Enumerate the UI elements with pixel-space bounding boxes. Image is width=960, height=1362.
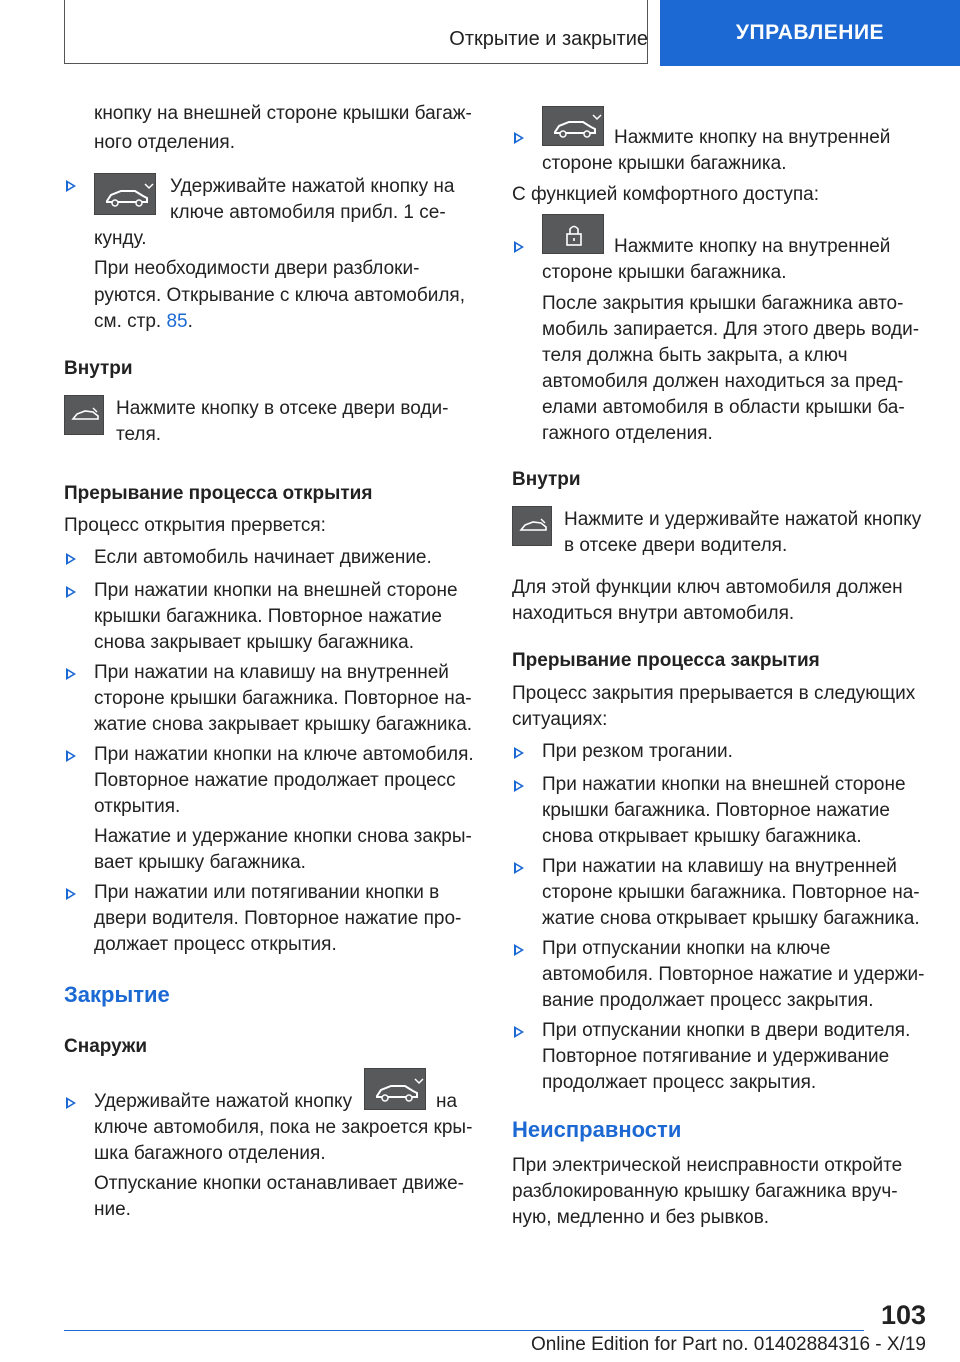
- bullet-triangle-icon: [66, 888, 76, 900]
- text-line: на: [436, 1091, 458, 1112]
- text-line: Процесс закрытия прерывается в следующих: [512, 683, 916, 704]
- text-line: гажного отделения.: [542, 423, 713, 444]
- text-line: мобиль запирается. Для этого дверь води-: [542, 319, 920, 340]
- bullet-triangle-icon: [514, 780, 524, 792]
- text-line: Нажатие и удержание кнопки снова закры-: [94, 826, 472, 847]
- tailgate-button-icon: [542, 106, 604, 146]
- page-number: 103: [880, 1300, 926, 1330]
- text-line: Нажмите и удерживайте нажатой кнопку: [564, 509, 922, 530]
- text-line: должает процесс открытия.: [94, 934, 337, 955]
- text-line: кунду.: [94, 228, 147, 249]
- text-line: ную, медленно и без рывков.: [512, 1207, 770, 1228]
- text-line: стороне крышки багажника.: [542, 262, 787, 283]
- text-line: продолжает процесс закрытия.: [542, 1072, 817, 1093]
- text-line: стороне крышки багажника. Повторное на-: [542, 882, 920, 903]
- text-line: Удерживайте нажатой кнопку на: [170, 176, 455, 197]
- text-line: Нажмите кнопку на внутренней: [614, 127, 891, 148]
- text-line: находиться внутри автомобиля.: [512, 603, 795, 624]
- text-line: крышки багажника. Повторное нажатие: [94, 606, 442, 627]
- door-trunk-button-icon: [512, 506, 552, 546]
- list-item: При нажатии или потягивании кнопки в: [94, 882, 440, 903]
- bullet-triangle-icon: [66, 553, 76, 565]
- list-item: Если автомобиль начинает движение.: [94, 547, 432, 568]
- section-heading-closing: Закрытие: [64, 982, 170, 1007]
- text-line: теля должна быть закрыта, а ключ: [542, 345, 848, 366]
- text-line: елами автомобиля в области крышки ба-: [542, 397, 905, 418]
- list-item: При нажатии на клавишу на внутренней: [542, 856, 897, 877]
- text-line: Повторное потягивание и удерживание: [542, 1046, 890, 1067]
- list-item: При нажатии кнопки на внешней стороне: [542, 774, 906, 795]
- subheading-inside: Внутри: [512, 469, 581, 490]
- subheading-outside: Снаружи: [64, 1036, 148, 1057]
- subheading-interrupt-closing: Прерывание процесса закрытия: [512, 650, 820, 671]
- bullet-triangle-icon: [66, 668, 76, 680]
- bullet-triangle-icon: [66, 1097, 76, 1109]
- text-line: автомобиля должен находиться за пред-: [542, 371, 904, 392]
- text-line: разблокированную крышку багажника вруч-: [512, 1181, 898, 1202]
- text-line: теля.: [116, 424, 162, 445]
- bullet-triangle-icon: [514, 132, 524, 144]
- section-heading-faults: Неисправности: [512, 1117, 682, 1142]
- text-line: шка багажного отделения.: [94, 1143, 326, 1164]
- footer-divider: [64, 1330, 864, 1331]
- text-line: вает крышку багажника.: [94, 852, 306, 873]
- text-line: После закрытия крышки багажника авто-: [542, 293, 904, 314]
- chapter-tab[interactable]: УПРАВЛЕНИЕ: [660, 0, 960, 66]
- text-line: см. стр. 85.: [94, 311, 193, 332]
- text-line: снова открывает крышку багажника.: [542, 826, 862, 847]
- key-trunk-button-icon: [94, 173, 156, 215]
- text-line: Процесс открытия прервется:: [64, 515, 326, 536]
- subheading-inside: Внутри: [64, 358, 133, 379]
- bullet-triangle-icon: [514, 944, 524, 956]
- list-item: При нажатии кнопки на ключе автомобиля.: [94, 744, 474, 765]
- bullet-triangle-icon: [514, 862, 524, 874]
- text-line: кнопку на внешней стороне крышки багаж-: [94, 103, 472, 124]
- text-line: Нажмите кнопку на внутренней: [614, 236, 891, 257]
- text-line: При необходимости двери разблоки-: [94, 258, 420, 279]
- text-line: Повторное нажатие продолжает процесс: [94, 770, 456, 791]
- text-line: в отсеке двери водителя.: [564, 535, 788, 556]
- text-line: стороне крышки багажника. Повторное на-: [94, 688, 472, 709]
- bullet-triangle-icon: [514, 747, 524, 759]
- text-line: ключе автомобиля, пока не закроется кры-: [94, 1117, 473, 1138]
- text-line: автомобиля. Повторное нажатие и удержи-: [542, 964, 925, 985]
- text-line: Нажмите кнопку в отсеке двери води-: [116, 398, 449, 419]
- list-item: При отпускании кнопки на ключе: [542, 938, 831, 959]
- list-item: При резком трогании.: [542, 741, 733, 762]
- list-item: При отпускании кнопки в двери водителя.: [542, 1020, 911, 1041]
- bullet-triangle-icon: [66, 586, 76, 598]
- bullet-triangle-icon: [514, 1026, 524, 1038]
- text-line: При электрической неисправности откройте: [512, 1155, 903, 1176]
- text-line: Отпускание кнопки останавливает движе-: [94, 1173, 464, 1194]
- text-line: открытия.: [94, 796, 181, 817]
- text-line: стороне крышки багажника.: [542, 153, 787, 174]
- lock-button-icon: [542, 214, 604, 254]
- key-trunk-button-icon: [364, 1068, 426, 1110]
- bullet-triangle-icon: [66, 750, 76, 762]
- text-line: жатие снова открывает крышку багажника.: [542, 908, 920, 929]
- text-line: Для этой функции ключ автомобиля должен: [512, 577, 903, 598]
- subheading-interrupt-opening: Прерывание процесса открытия: [64, 483, 373, 504]
- text-line: руются. Открывание с ключа автомобиля,: [94, 285, 465, 306]
- text-line: ситуациях:: [512, 709, 608, 730]
- list-item: Удерживайте нажатой кнопку: [94, 1091, 353, 1112]
- text-line: ного отделения.: [94, 132, 235, 153]
- door-trunk-button-icon: [64, 395, 104, 435]
- text-line: снова закрывает крышку багажника.: [94, 632, 415, 653]
- text-line: крышки багажника. Повторное нажатие: [542, 800, 890, 821]
- text-line: С функцией комфортного доступа:: [512, 184, 820, 205]
- list-item: При нажатии на клавишу на внутренней: [94, 662, 449, 683]
- text-line: двери водителя. Повторное нажатие про-: [94, 908, 462, 929]
- page-link[interactable]: 85: [166, 311, 188, 332]
- list-item: При нажатии кнопки на внешней стороне: [94, 580, 458, 601]
- text-line: жатие снова закрывает крышку багажника.: [94, 714, 473, 735]
- text-line: вание продолжает процесс закрытия.: [542, 990, 874, 1011]
- bullet-triangle-icon: [514, 241, 524, 253]
- section-title: Открытие и закрытие: [449, 28, 648, 50]
- edition-note: Online Edition for Part no. 01402884316 - X/19: [530, 1334, 926, 1355]
- text-line: ние.: [94, 1199, 131, 1220]
- text-line: ключе автомобиля прибл. 1 се-: [170, 202, 446, 223]
- bullet-triangle-icon: [66, 180, 76, 192]
